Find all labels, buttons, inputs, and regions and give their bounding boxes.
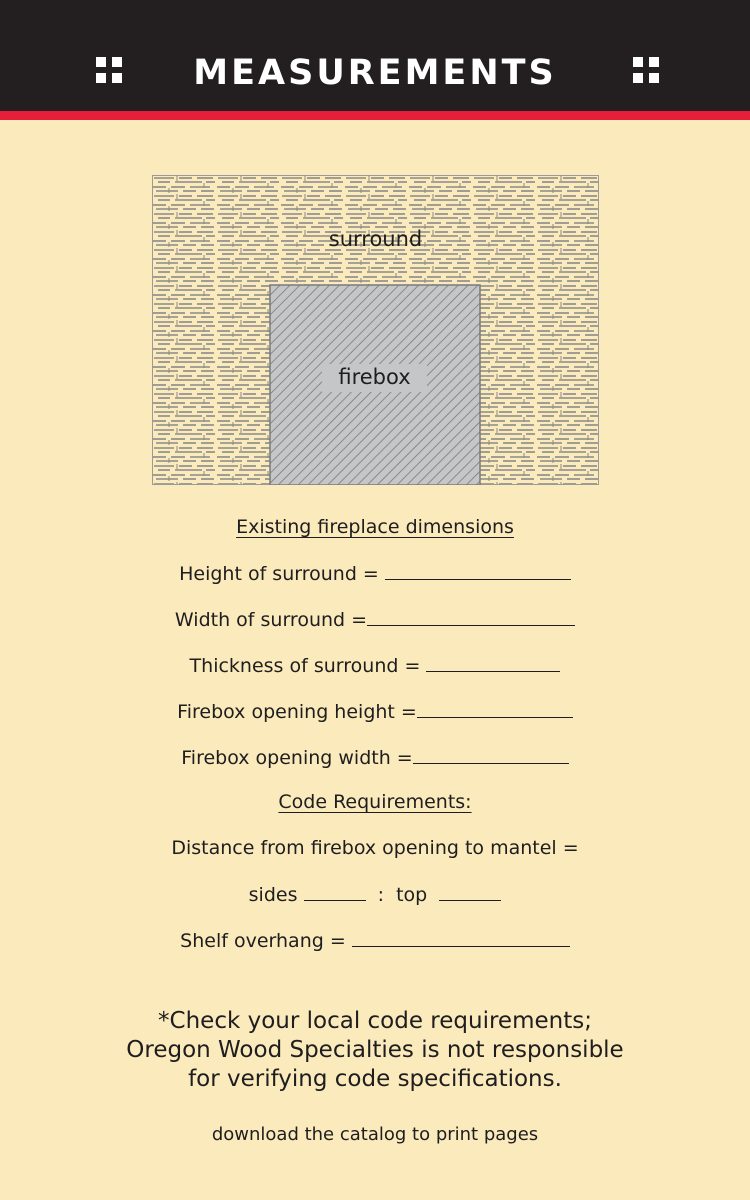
width-of-surround-blank[interactable] <box>367 608 575 626</box>
page-title: MEASUREMENTS <box>193 53 557 93</box>
fireplace-diagram <box>152 175 599 485</box>
surround-label: surround <box>328 227 423 251</box>
width-of-surround-label: Width of surround = <box>174 609 368 631</box>
sides-top-row: sides : top <box>0 883 750 906</box>
firebox-opening-width-row <box>0 746 750 769</box>
thickness-of-surround-label: Thickness of surround = <box>189 655 421 677</box>
code-requirements-heading: Code Requirements: <box>278 791 472 813</box>
disclaimer-line-1: *Check your local code requirements; <box>158 1008 592 1034</box>
top-label: top <box>396 884 428 906</box>
shelf-overhang-row <box>0 929 750 952</box>
sides-blank[interactable] <box>304 883 366 901</box>
width-of-surround-row <box>0 608 750 631</box>
disclaimer-line-3: for verifying code specifications. <box>188 1066 562 1092</box>
download-catalog-text: download the catalog to print pages <box>211 1124 539 1145</box>
distance-to-mantel-label: Distance from firebox opening to mantel = <box>171 837 579 859</box>
height-of-surround-row <box>0 562 750 585</box>
grid-icon <box>633 57 659 83</box>
firebox-label: firebox <box>322 364 427 392</box>
existing-dimensions-heading: Existing fireplace dimensions <box>236 516 514 538</box>
sides-label: sides <box>248 884 298 906</box>
firebox-opening-width-label: Firebox opening width = <box>181 747 413 769</box>
height-of-surround-label: Height of surround = <box>179 563 379 585</box>
header-accent-stripe <box>0 111 750 120</box>
shelf-overhang-label: Shelf overhang = <box>180 930 346 952</box>
height-of-surround-blank[interactable] <box>385 562 571 580</box>
firebox-opening-height-row <box>0 700 750 723</box>
top-blank[interactable] <box>439 883 501 901</box>
thickness-of-surround-row <box>0 654 750 677</box>
disclaimer-line-2: Oregon Wood Specialties is not responsible <box>126 1037 624 1063</box>
firebox-opening-width-blank[interactable] <box>413 746 569 764</box>
code-disclaimer <box>0 1007 750 1094</box>
thickness-of-surround-blank[interactable] <box>426 654 560 672</box>
shelf-overhang-blank[interactable] <box>352 929 570 947</box>
firebox-opening-height-blank[interactable] <box>417 700 573 718</box>
fireplace-diagram-graphic <box>152 175 599 485</box>
firebox-opening-height-label: Firebox opening height = <box>177 701 417 723</box>
